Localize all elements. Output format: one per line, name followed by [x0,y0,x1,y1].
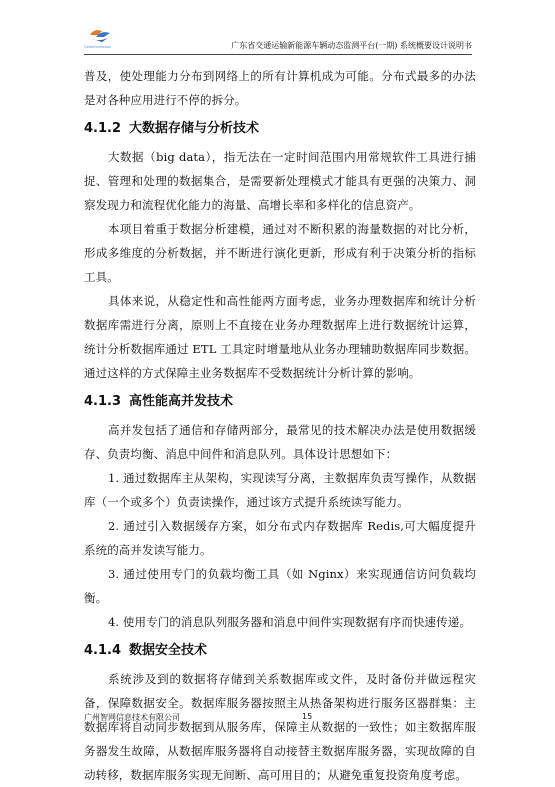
section-heading-4-1-2 [84,117,476,141]
section-heading-4-1-4 [84,639,476,663]
list-item: 3. 通过使用专门的负载均衡工具（如 Nginx）来实现通信访问负载均衡。 [84,567,476,605]
document-header-title: 广东省交通运输新能源车辆动态监测平台(一期) 系统概要设计说明书 [231,41,472,50]
page-header [84,26,472,55]
section-number: 4.1.4 [84,643,122,658]
footer-company: 广州智网信息技术有限公司 [84,713,180,722]
list-item: 4. 使用专门的消息队列服务器和消息中间件实现数据有序而快速传递。 [108,615,471,629]
paragraph: 本项目着重于数据分析建模，通过对不断积累的海量数据的对比分析，形成多维度的分析数据，并不断进行演化更新，形成有利于决策分析的指标工具。 [84,222,476,284]
paragraph: 大数据（big data），指无法在一定时间范围内用常规软件工具进行捕捉、管理和处理的数据集合，是需要新处理模式才能具有更强的决策力、洞察发现力和流程优化能力的海量、高增长率和多样化的信息资产。 [84,150,476,212]
section-title: 高性能高并发技术 [129,394,234,409]
logo-text: GeoInformation [84,45,112,49]
section-title: 大数据存储与分析技术 [129,121,260,136]
section-number: 4.1.2 [84,121,122,136]
intro-paragraph: 普及，使处理能力分布到网络上的所有计算机成为可能。分布式最多的办法是对各种应用进行不停的拆分。 [84,69,476,107]
list-item: 1. 通过数据库主从架构，实现读写分离，主数据库负责写操作，从数据库（一个或多个）负责读操作，通过该方式提升系统读写能力。 [84,471,476,509]
paragraph: 具体来说，从稳定性和高性能两方面考虑，业务办理数据库和统计分析数据库需进行分离，原则上不直接在业务办理数据库上进行数据统计运算，统计分析数据库通过 ETL 工具定时增量地从业务办理辅助数据库同步数据。通过这样的方式保障主业务数据库不受数据统计分析计算的影响。 [84,294,476,380]
logo-mark-icon [84,26,118,46]
paragraph: 高并发包括了通信和存储两部分，最常见的技术解决办法是使用数据缓存、负责均衡、消息中间件和消息队列。具体设计思想如下： [84,423,476,461]
section-title: 数据安全技术 [129,643,208,658]
list-item: 2. 通过引入数据缓存方案，如分布式内存数据库 Redis,可大幅度提升系统的高并发读写能力。 [84,519,476,557]
paragraph: 系统涉及到的数据将存储到关系数据库或文件，及时备份并做远程灾备，保障数据安全。数据库服务器按照主从热备架构进行服务区器群集：主数据库将自动同步数据到从服务库，保障主从数据的一致性；如主数据库服务器发生故障，从数据库服务器将自动接替主数据库服务器，实现故障的自动转移，数据库服务实现无间断、高可用目的；从避免重复投资角度考虑。 [84,672,476,782]
page-footer [84,712,472,724]
page-number: 15 [302,712,313,721]
section-number: 4.1.3 [84,394,122,409]
document-body [84,64,476,787]
section-heading-4-1-3 [84,390,476,414]
company-logo [84,26,118,52]
